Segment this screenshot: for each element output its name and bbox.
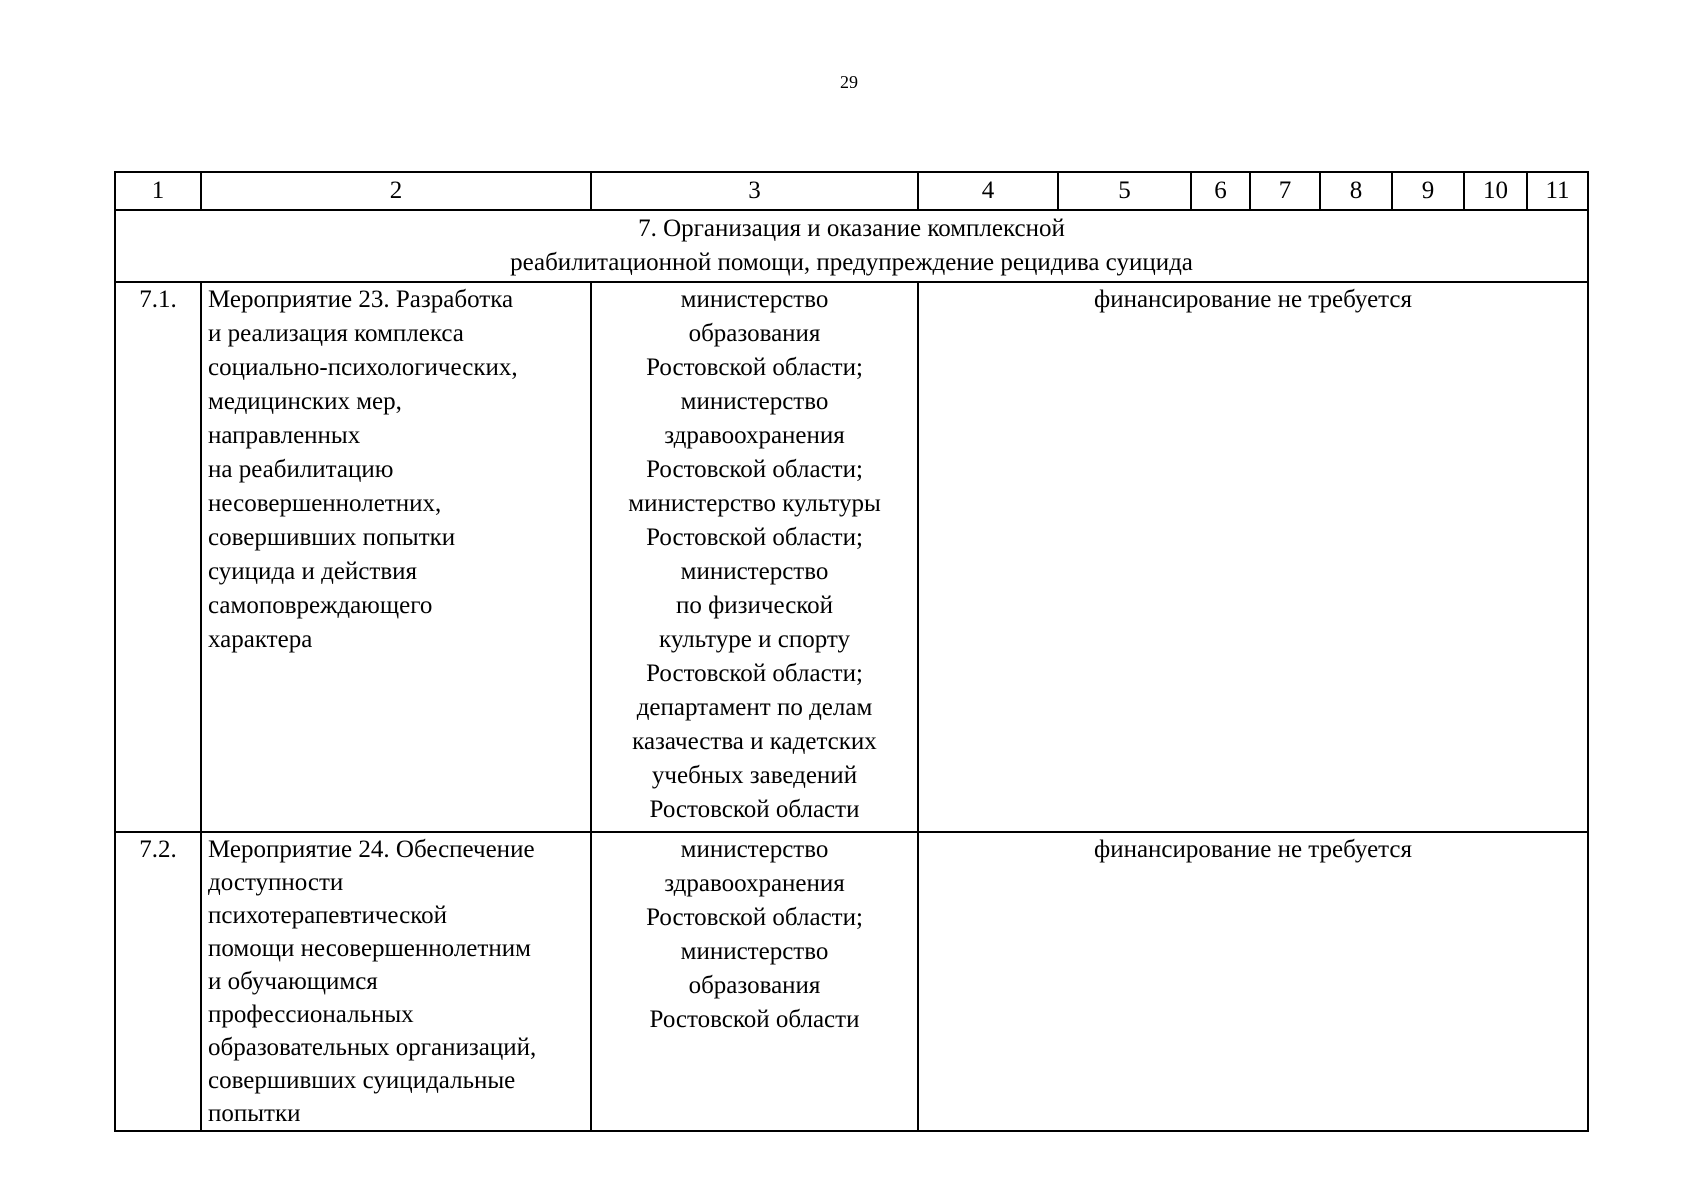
measure-number: 7.1. (115, 282, 201, 832)
measure-title-line: образовательных организаций, (208, 1034, 537, 1061)
page-number: 29 (840, 72, 858, 92)
measure-executors (591, 282, 918, 832)
executor-line: Ростовской области (649, 796, 860, 823)
executor-line: учебных заведений (651, 762, 858, 789)
measure-title-line: самоповреждающего (208, 592, 433, 619)
column-number: 8 (1320, 172, 1392, 210)
column-number: 3 (591, 172, 918, 210)
measure-number: 7.2. (115, 832, 201, 1131)
executor-line: Ростовской области; (646, 904, 863, 931)
executor-line: Ростовской области (649, 1006, 860, 1033)
measure-title-line: совершивших попытки (208, 524, 456, 551)
column-number: 10 (1464, 172, 1527, 210)
measure-title (201, 282, 591, 832)
measure-title-line: направленных (208, 422, 361, 449)
measure-executors (591, 832, 918, 1131)
executor-line: здравоохранения (664, 422, 845, 449)
table-row (115, 282, 1588, 832)
executor-line: по физической (675, 592, 834, 619)
executor-line: департамент по делам (636, 694, 873, 721)
column-number: 1 (115, 172, 201, 210)
section-heading (115, 210, 1588, 282)
executor-line: министерство (680, 558, 829, 585)
executor-line: казачества и кадетских (632, 728, 877, 755)
measure-title-line: попытки (208, 1100, 301, 1127)
measure-financing: финансирование не требуется (918, 282, 1588, 832)
measure-title-line: и обучающимся (208, 968, 378, 995)
section-heading-row (115, 210, 1588, 282)
executor-line: образования (688, 320, 821, 347)
column-number: 11 (1527, 172, 1588, 210)
measure-title-line: Мероприятие 24. Обеспечение (208, 836, 535, 863)
measure-title-line: и реализация комплекса (208, 320, 464, 347)
column-number: 6 (1191, 172, 1250, 210)
measure-title-line: профессиональных (208, 1001, 414, 1028)
section-heading-line: реабилитационной помощи, предупреждение рецидива суицида (510, 249, 1193, 276)
table-row (115, 832, 1588, 1131)
executor-line: культуре и спорту (659, 626, 850, 653)
executor-line: Ростовской области; (646, 456, 863, 483)
measure-title (201, 832, 591, 1131)
measure-title-line: социально-психологических, (208, 354, 518, 381)
executor-line: Ростовской области; (646, 524, 863, 551)
measure-financing: финансирование не требуется (918, 832, 1588, 1131)
column-number-row (115, 172, 1588, 210)
measure-title-line: характера (208, 626, 313, 653)
column-number: 2 (201, 172, 591, 210)
measures-table (114, 171, 1589, 1132)
measure-title-line: на реабилитацию (208, 456, 394, 483)
executor-line: Ростовской области; (646, 660, 863, 687)
executor-line: Ростовской области; (646, 354, 863, 381)
measure-title-line: доступности (208, 869, 344, 896)
executor-line: министерство (680, 836, 829, 863)
executor-line: министерство (680, 286, 829, 313)
measure-title-line: суицида и действия (208, 558, 417, 585)
measure-title-line: Мероприятие 23. Разработка (208, 286, 514, 313)
column-number: 5 (1058, 172, 1191, 210)
executor-line: образования (688, 972, 821, 999)
executor-line: министерство (680, 938, 829, 965)
measure-title-line: совершивших суицидальные (208, 1067, 516, 1094)
column-number: 4 (918, 172, 1058, 210)
column-number: 7 (1250, 172, 1320, 210)
executor-line: министерство (680, 388, 829, 415)
measure-title-line: психотерапевтической (208, 902, 447, 929)
section-heading-line: 7. Организация и оказание комплексной (638, 215, 1065, 242)
measure-title-line: помощи несовершеннолетним (208, 935, 531, 962)
measure-title-line: несовершеннолетних, (208, 490, 442, 517)
measure-title-line: медицинских мер, (208, 388, 402, 415)
column-number: 9 (1392, 172, 1464, 210)
executor-line: здравоохранения (664, 870, 845, 897)
executor-line: министерство культуры (628, 490, 881, 517)
